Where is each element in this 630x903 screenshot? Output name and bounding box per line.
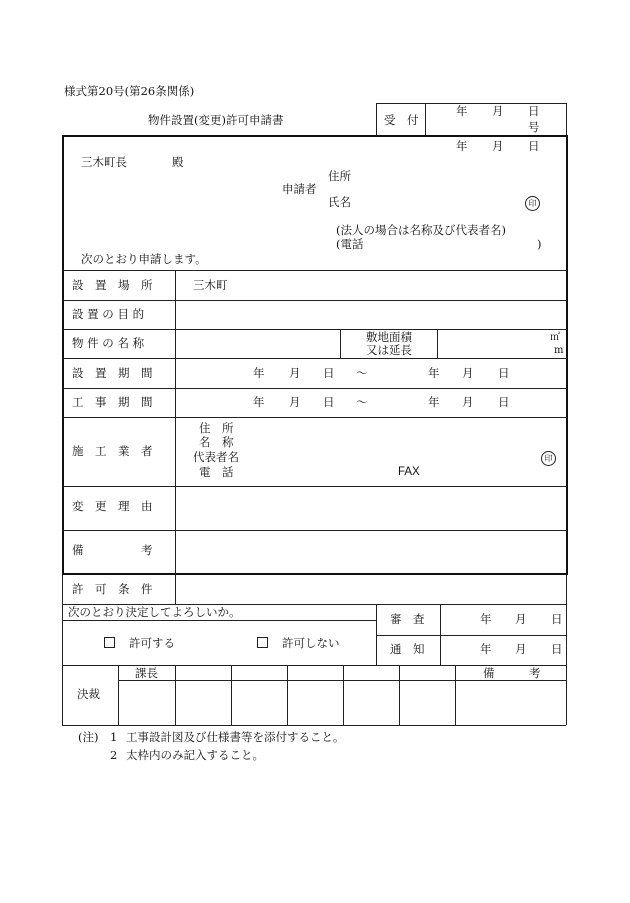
phone-label: (電話 <box>336 237 364 251</box>
review-month: 月 <box>515 612 527 626</box>
location-label: 設 置 場 所 <box>72 278 153 292</box>
install-start-year: 年 <box>253 366 265 380</box>
work-period-label: 工 事 期 間 <box>72 395 153 409</box>
addressee: 三木町長 <box>81 155 127 169</box>
review-year: 年 <box>480 612 492 626</box>
note2-text: 太枠内のみ記入すること。 <box>126 748 264 762</box>
approval-remarks-label: 備 考 <box>483 666 541 680</box>
install-end-month: 月 <box>462 366 474 380</box>
area-label-2: 又は延長 <box>366 343 412 357</box>
review-label: 審 査 <box>390 612 425 626</box>
notify-year: 年 <box>480 642 492 656</box>
receipt-month: 月 <box>492 104 504 118</box>
contractor-label: 施 工 業 者 <box>72 444 153 458</box>
receipt-number: 号 <box>528 120 540 134</box>
area-label-1: 敷地面積 <box>366 330 412 344</box>
object-name-label: 物 件 の 名 称 <box>72 336 145 350</box>
form-title: 物件設置(変更)許可申請書 <box>148 113 284 127</box>
permit-option-label: 許可する <box>129 636 175 650</box>
change-reason-label: 変 更 理 由 <box>72 499 153 513</box>
honorific: 殿 <box>172 155 184 169</box>
deny-option[interactable] <box>257 637 340 650</box>
deny-checkbox[interactable] <box>257 637 268 648</box>
work-end-month: 月 <box>462 395 474 409</box>
remarks-label: 備 考 <box>72 543 153 557</box>
corporation-note: (法人の場合は名称及び代表者名) <box>336 223 506 237</box>
receipt-day: 日 <box>528 104 540 118</box>
work-start-year: 年 <box>253 395 265 409</box>
purpose-label: 設 置 の 目 的 <box>72 307 145 321</box>
section-chief-label: 課長 <box>135 666 158 680</box>
notify-day: 日 <box>551 642 563 656</box>
permit-checkbox[interactable] <box>104 637 115 648</box>
note1-number: 1 <box>110 730 118 744</box>
contractor-name-label: 名 称 <box>199 435 234 449</box>
application-day: 日 <box>528 139 540 153</box>
install-end-year: 年 <box>428 366 440 380</box>
note2-number: 2 <box>110 748 118 762</box>
work-start-month: 月 <box>289 395 301 409</box>
install-end-day: 日 <box>498 366 510 380</box>
contractor-address-label: 住 所 <box>199 421 234 435</box>
work-end-year: 年 <box>428 395 440 409</box>
note1-text: 工事設計図及び仕様書等を添付すること。 <box>126 730 345 744</box>
install-tilde: ～ <box>356 366 368 380</box>
form-number: 様式第20号(第26条関係) <box>64 84 195 98</box>
contractor-fax-label: FAX <box>398 466 420 478</box>
applicant-seal-icon: 印 <box>525 196 540 211</box>
approval-label: 決裁 <box>77 687 100 701</box>
applicant-label: 申請者 <box>282 182 317 196</box>
contractor-phone-label: 電 話 <box>199 465 234 479</box>
location-value: 三木町 <box>193 278 228 292</box>
request-text: 次のとおり申請します。 <box>81 252 207 266</box>
install-start-month: 月 <box>289 366 301 380</box>
deny-option-label: 許可しない <box>282 636 340 650</box>
application-month: 月 <box>492 139 504 153</box>
decision-text: 次のとおり決定してよろしいか。 <box>68 605 241 619</box>
area-unit-2: m <box>554 345 564 356</box>
receipt-year: 年 <box>456 104 468 118</box>
contractor-seal-icon: 印 <box>541 451 556 466</box>
applicant-name-label: 氏名 <box>328 195 351 209</box>
notify-month: 月 <box>515 642 527 656</box>
phone-close: ) <box>537 237 542 251</box>
area-unit-1: ㎡ <box>550 332 560 343</box>
work-end-day: 日 <box>498 395 510 409</box>
contractor-rep-label: 代表者名 <box>193 450 239 464</box>
review-day: 日 <box>551 612 563 626</box>
work-tilde: ～ <box>356 395 368 409</box>
notes-prefix: (注) <box>78 730 99 744</box>
work-start-day: 日 <box>323 395 335 409</box>
permit-option[interactable] <box>104 637 175 650</box>
notify-label: 通 知 <box>390 642 425 656</box>
install-start-day: 日 <box>323 366 335 380</box>
receipt-label: 受 付 <box>384 113 419 127</box>
install-period-label: 設 置 期 間 <box>72 366 153 380</box>
applicant-address-label: 住所 <box>328 169 351 183</box>
conditions-label: 許 可 条 件 <box>72 582 153 596</box>
application-year: 年 <box>456 139 468 153</box>
